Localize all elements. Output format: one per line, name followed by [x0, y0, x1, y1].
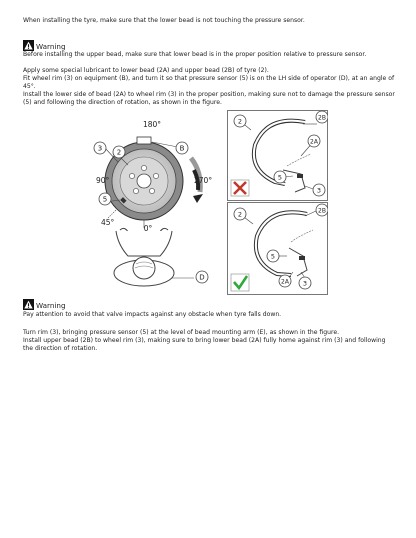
bottom-callout-5: 5	[270, 252, 276, 261]
angle-0-label: 0°	[143, 224, 153, 233]
warning-icon	[23, 299, 34, 310]
callout-5: 5	[102, 195, 108, 204]
bottom-callout-2: 2	[237, 210, 243, 219]
warning-heading-1	[23, 40, 66, 51]
callout-D: D	[199, 273, 205, 282]
top-callout-2B: 2B	[318, 114, 326, 122]
callout-B: B	[179, 144, 185, 153]
paragraph-turn-rim: Turn rim (3), bringing pressure sensor (5) at the level of bead mounting arm (E), as shown in the figure.	[23, 329, 340, 336]
warning-icon	[23, 40, 34, 51]
callout-3: 3	[97, 144, 103, 153]
bead-position-figure	[227, 110, 328, 295]
warning-label: Warning	[36, 42, 66, 51]
angle-45-label: 45°	[101, 218, 115, 227]
paragraph-install-upper-bead: Install upper bead (2B) to wheel rim (3), making sure to bring lower bead (2A) fully home against rim (3) and following the direction of rotation.	[23, 337, 386, 352]
angle-270-label: 270°	[194, 176, 213, 185]
top-callout-2: 2	[237, 117, 243, 126]
paragraph-upper-bead-note: Before installing the upper bead, make sure that lower bead is in the proper position relative to pressure sensor.	[23, 51, 367, 58]
angle-90-label: 90°	[96, 176, 110, 185]
warning-label: Warning	[36, 301, 66, 310]
paragraph-fit-rim: Fit wheel rim (3) on equipment (B), and turn it so that pressure sensor (5) is on the LH side of operator (D), at an angle of 45°.	[23, 75, 395, 90]
bottom-callout-2B: 2B	[318, 207, 326, 215]
check-icon	[231, 274, 249, 291]
top-callout-3: 3	[316, 186, 322, 195]
top-callout-2A: 2A	[310, 138, 318, 146]
angle-180-label: 180°	[142, 120, 162, 129]
paragraph-lubricant: Apply some special lubricant to lower bead (2A) and upper bead (2B) of tyre (2).	[23, 67, 269, 74]
bottom-callout-3: 3	[302, 279, 308, 288]
callout-2: 2	[116, 148, 122, 157]
top-callout-5: 5	[277, 173, 283, 182]
paragraph-install-lower-bead: Install the lower side of bead (2A) to wheel rim (3) in the proper position, making sure not to damage the pressure sensor (5) and following the direction of rotation, as shown in the figure.	[23, 91, 395, 106]
paragraph-lower-bead-note: When installing the tyre, make sure that the lower bead is not touching the pressure sensor.	[23, 17, 305, 24]
warning-heading-2	[23, 299, 66, 310]
bottom-callout-2A: 2A	[281, 278, 289, 286]
rim-mounting-figure	[90, 110, 222, 295]
paragraph-valve-caution: Pay attention to avoid that valve impacts against any obstacle when tyre falls down.	[23, 311, 282, 318]
cross-icon	[231, 180, 249, 196]
